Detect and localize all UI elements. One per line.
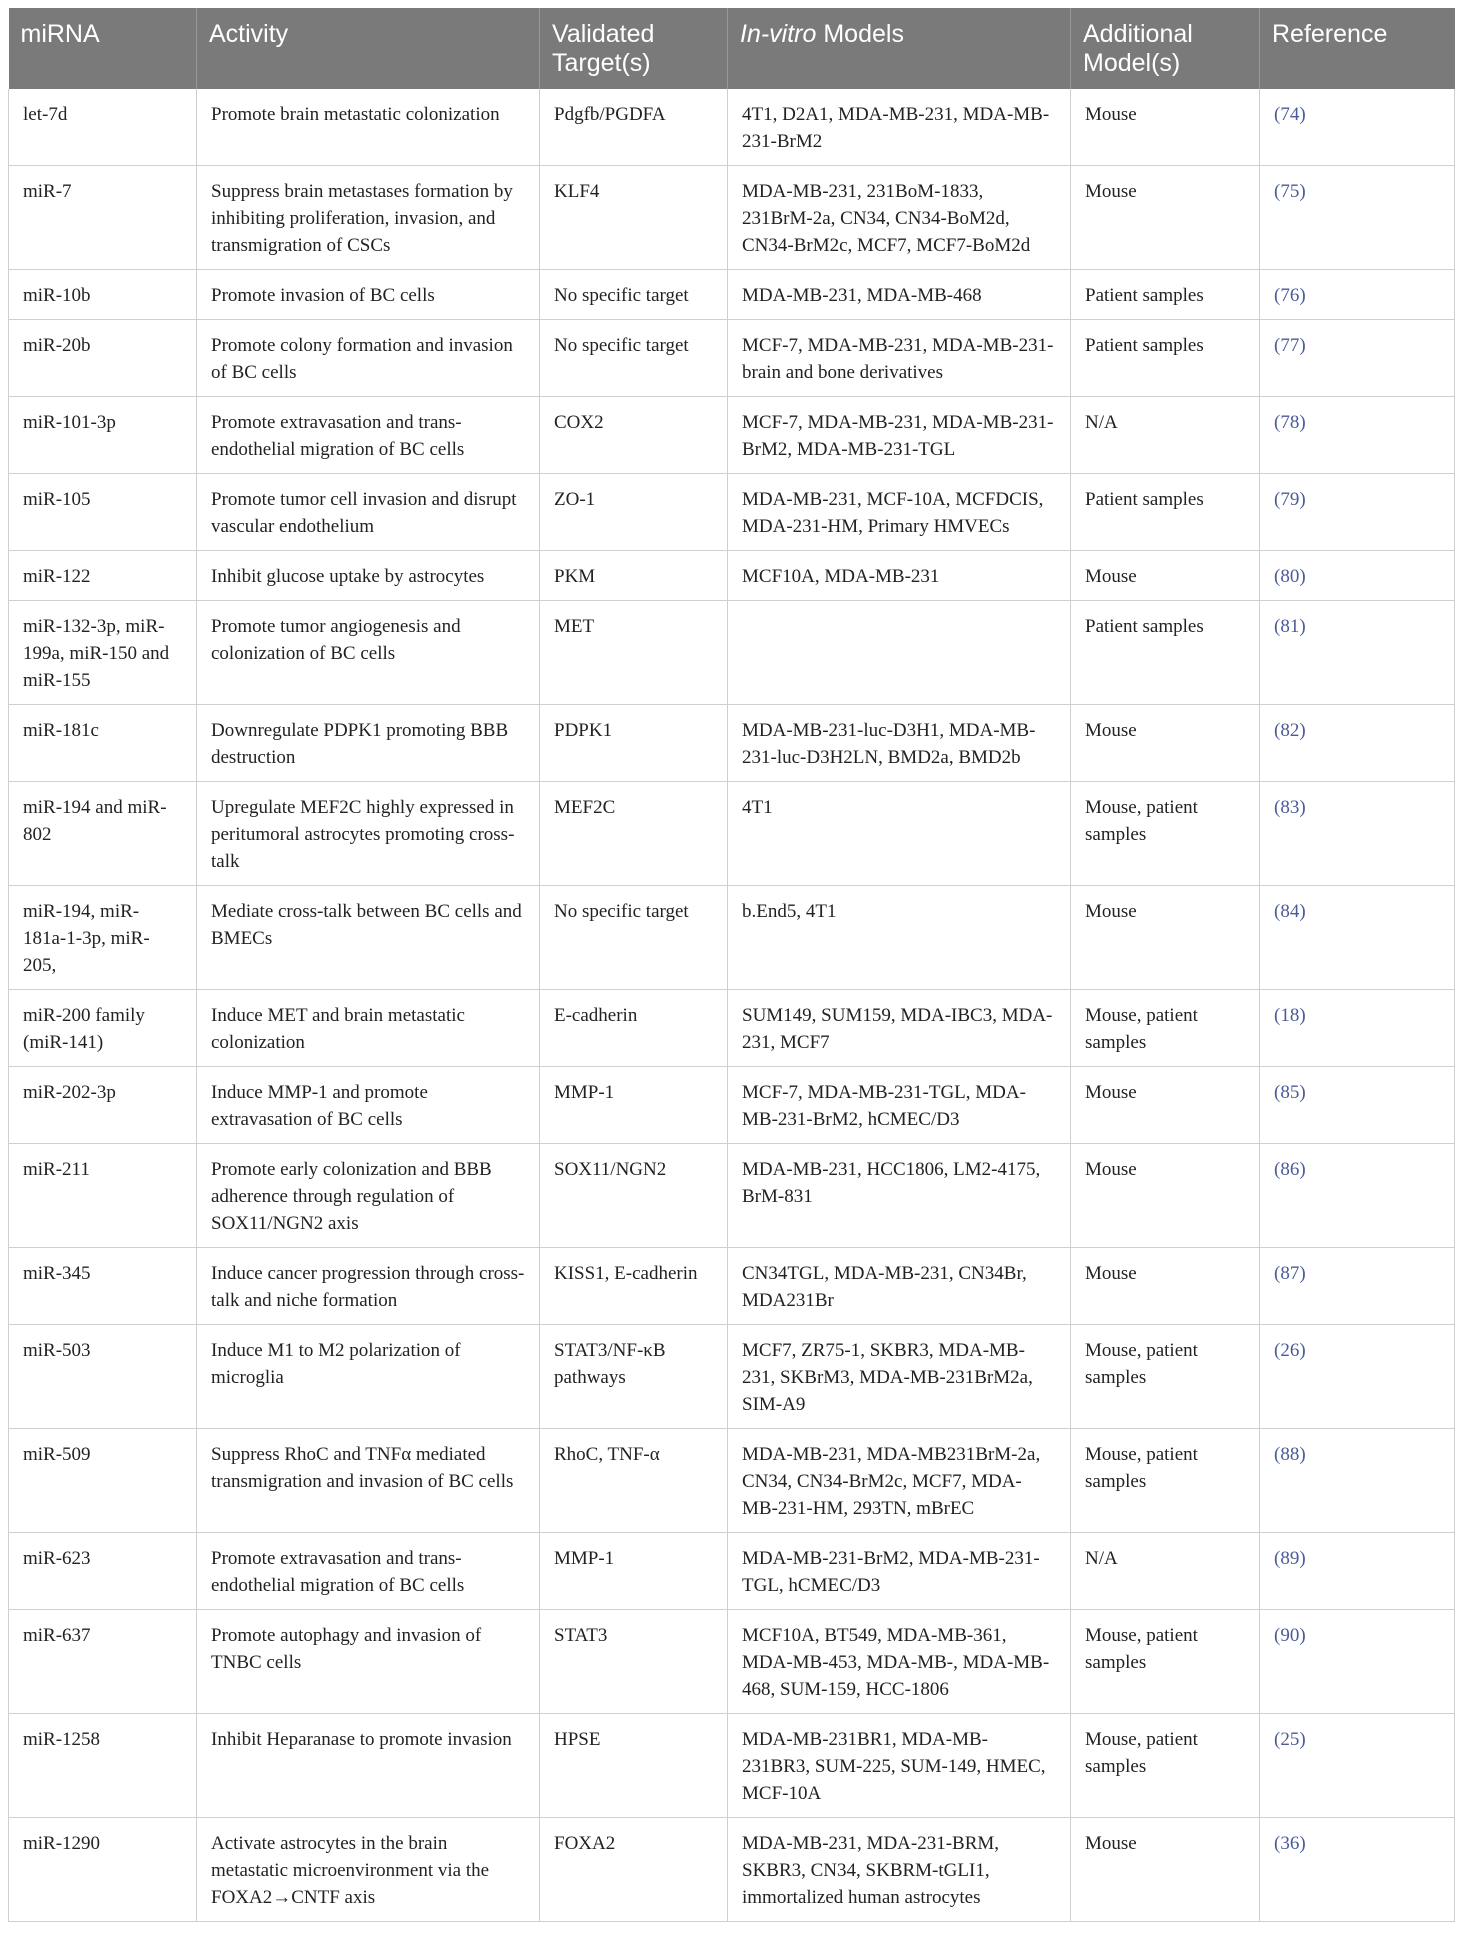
reference-link[interactable]: (80) (1274, 566, 1306, 587)
reference-link[interactable]: (81) (1274, 616, 1306, 637)
header-invitro-models (728, 8, 1071, 89)
reference-link[interactable]: (90) (1274, 1625, 1306, 1646)
table-row (9, 1818, 1455, 1922)
cell-activity: Suppress RhoC and TNFα mediated transmigration and invasion of BC cells (197, 1429, 540, 1533)
cell-activity: Promote tumor angiogenesis and colonization of BC cells (197, 601, 540, 705)
header-reference: Reference (1260, 8, 1455, 89)
cell-target: PKM (540, 551, 728, 601)
cell-target: No specific target (540, 270, 728, 320)
cell-invitro-models: MDA-MB-231, MDA-MB231BrM-2a, CN34, CN34-BrM2c, MCF7, MDA-MB-231-HM, 293TN, mBrEC (728, 1429, 1071, 1533)
cell-invitro-models: 4T1 (728, 782, 1071, 886)
cell-invitro-models: MCF-7, MDA-MB-231-TGL, MDA-MB-231-BrM2, hCMEC/D3 (728, 1067, 1071, 1144)
table-row (9, 1144, 1455, 1248)
table-row (9, 397, 1455, 474)
cell-invitro-models: CN34TGL, MDA-MB-231, CN34Br, MDA231Br (728, 1248, 1071, 1325)
table-row (9, 1714, 1455, 1818)
cell-target: SOX11/NGN2 (540, 1144, 728, 1248)
reference-link[interactable]: (89) (1274, 1548, 1306, 1569)
reference-link[interactable]: (83) (1274, 797, 1306, 818)
cell-target: KISS1, E-cadherin (540, 1248, 728, 1325)
cell-target: MMP-1 (540, 1067, 728, 1144)
cell-mirna: miR-200 family (miR-141) (9, 990, 197, 1067)
reference-link[interactable]: (26) (1274, 1340, 1306, 1361)
cell-target: ZO-1 (540, 474, 728, 551)
cell-mirna: miR-345 (9, 1248, 197, 1325)
table-row (9, 89, 1455, 166)
cell-additional-models: Patient samples (1071, 474, 1260, 551)
reference-link[interactable]: (36) (1274, 1833, 1306, 1854)
cell-target: STAT3/NF-κB pathways (540, 1325, 728, 1429)
cell-reference (1260, 886, 1455, 990)
cell-invitro-models: MDA-MB-231, MDA-231-BRM, SKBR3, CN34, SKBRM-tGLI1, immortalized human astrocytes (728, 1818, 1071, 1922)
cell-invitro-models: MDA-MB-231-luc-D3H1, MDA-MB-231-luc-D3H2LN, BMD2a, BMD2b (728, 705, 1071, 782)
cell-mirna: miR-194, miR-181a-1-3p, miR-205, (9, 886, 197, 990)
cell-reference (1260, 1818, 1455, 1922)
cell-mirna: miR-503 (9, 1325, 197, 1429)
header-row (9, 8, 1455, 89)
cell-reference (1260, 601, 1455, 705)
cell-invitro-models: MDA-MB-231, MDA-MB-468 (728, 270, 1071, 320)
reference-link[interactable]: (85) (1274, 1082, 1306, 1103)
cell-activity: Inhibit glucose uptake by astrocytes (197, 551, 540, 601)
cell-mirna: miR-181c (9, 705, 197, 782)
reference-link[interactable]: (75) (1274, 181, 1306, 202)
cell-activity: Promote tumor cell invasion and disrupt vascular endothelium (197, 474, 540, 551)
cell-additional-models: Mouse, patient samples (1071, 1714, 1260, 1818)
cell-additional-models: Mouse (1071, 89, 1260, 166)
cell-invitro-models: MDA-MB-231, 231BoM-1833, 231BrM-2a, CN34, CN34-BoM2d, CN34-BrM2c, MCF7, MCF7-BoM2d (728, 166, 1071, 270)
cell-additional-models: Mouse (1071, 166, 1260, 270)
cell-reference (1260, 1248, 1455, 1325)
cell-activity: Mediate cross-talk between BC cells and BMECs (197, 886, 540, 990)
cell-additional-models: Patient samples (1071, 601, 1260, 705)
cell-additional-models: Patient samples (1071, 320, 1260, 397)
mirna-table (8, 8, 1455, 1922)
cell-target: MEF2C (540, 782, 728, 886)
cell-target: MMP-1 (540, 1533, 728, 1610)
cell-activity: Suppress brain metastases formation by inhibiting proliferation, invasion, and transmigration of CSCs (197, 166, 540, 270)
cell-reference (1260, 1144, 1455, 1248)
reference-link[interactable]: (86) (1274, 1159, 1306, 1180)
cell-reference (1260, 990, 1455, 1067)
cell-target: KLF4 (540, 166, 728, 270)
cell-invitro-models (728, 601, 1071, 705)
cell-additional-models: Mouse (1071, 705, 1260, 782)
table-row (9, 1533, 1455, 1610)
cell-additional-models: N/A (1071, 1533, 1260, 1610)
cell-mirna: miR-7 (9, 166, 197, 270)
cell-activity: Promote colony formation and invasion of BC cells (197, 320, 540, 397)
cell-reference (1260, 1714, 1455, 1818)
cell-activity: Induce MMP-1 and promote extravasation of BC cells (197, 1067, 540, 1144)
cell-activity: Promote early colonization and BBB adherence through regulation of SOX11/NGN2 axis (197, 1144, 540, 1248)
reference-link[interactable]: (87) (1274, 1263, 1306, 1284)
cell-invitro-models: MCF10A, MDA-MB-231 (728, 551, 1071, 601)
cell-invitro-models: MDA-MB-231, HCC1806, LM2-4175, BrM-831 (728, 1144, 1071, 1248)
cell-target: PDPK1 (540, 705, 728, 782)
reference-link[interactable]: (78) (1274, 412, 1306, 433)
cell-mirna: miR-509 (9, 1429, 197, 1533)
table-row (9, 1067, 1455, 1144)
cell-mirna: miR-105 (9, 474, 197, 551)
cell-mirna: miR-122 (9, 551, 197, 601)
table-body (9, 89, 1455, 1922)
reference-link[interactable]: (74) (1274, 104, 1306, 125)
cell-invitro-models: SUM149, SUM159, MDA-IBC3, MDA-231, MCF7 (728, 990, 1071, 1067)
table-row (9, 705, 1455, 782)
reference-link[interactable]: (79) (1274, 489, 1306, 510)
table-row (9, 1325, 1455, 1429)
cell-reference (1260, 782, 1455, 886)
cell-mirna: miR-10b (9, 270, 197, 320)
reference-link[interactable]: (25) (1274, 1729, 1306, 1750)
cell-invitro-models: MDA-MB-231, MCF-10A, MCFDCIS, MDA-231-HM, Primary HMVECs (728, 474, 1071, 551)
table-row (9, 270, 1455, 320)
cell-target: MET (540, 601, 728, 705)
cell-additional-models: Mouse (1071, 1067, 1260, 1144)
cell-invitro-models: 4T1, D2A1, MDA-MB-231, MDA-MB-231-BrM2 (728, 89, 1071, 166)
header-mirna: miRNA (9, 8, 197, 89)
cell-target: No specific target (540, 886, 728, 990)
cell-mirna: miR-101-3p (9, 397, 197, 474)
cell-activity: Downregulate PDPK1 promoting BBB destruction (197, 705, 540, 782)
cell-mirna: miR-1258 (9, 1714, 197, 1818)
reference-link[interactable]: (88) (1274, 1444, 1306, 1465)
cell-mirna: miR-1290 (9, 1818, 197, 1922)
table-container (8, 8, 1454, 1922)
header-activity: Activity (197, 8, 540, 89)
table-row (9, 886, 1455, 990)
cell-activity: Promote brain metastatic colonization (197, 89, 540, 166)
cell-activity: Activate astrocytes in the brain metastatic microenvironment via the FOXA2→CNTF axis (197, 1818, 540, 1922)
cell-activity: Upregulate MEF2C highly expressed in peritumoral astrocytes promoting cross-talk (197, 782, 540, 886)
table-row (9, 1429, 1455, 1533)
header-additional-models: Additional Model(s) (1071, 8, 1260, 89)
cell-mirna: let-7d (9, 89, 197, 166)
cell-target: No specific target (540, 320, 728, 397)
table-row (9, 551, 1455, 601)
cell-reference (1260, 166, 1455, 270)
table-row (9, 320, 1455, 397)
cell-additional-models: Mouse (1071, 551, 1260, 601)
cell-mirna: miR-20b (9, 320, 197, 397)
cell-additional-models: Patient samples (1071, 270, 1260, 320)
cell-activity: Promote extravasation and trans-endothelial migration of BC cells (197, 397, 540, 474)
cell-target: RhoC, TNF-α (540, 1429, 728, 1533)
cell-additional-models: Mouse (1071, 1248, 1260, 1325)
cell-invitro-models: MDA-MB-231-BrM2, MDA-MB-231-TGL, hCMEC/D3 (728, 1533, 1071, 1610)
reference-link[interactable]: (18) (1274, 1005, 1306, 1026)
cell-invitro-models: MCF-7, MDA-MB-231, MDA-MB-231-brain and bone derivatives (728, 320, 1071, 397)
header-invitro-italic: In-vitro (740, 20, 817, 48)
cell-additional-models: Mouse, patient samples (1071, 782, 1260, 886)
cell-reference (1260, 270, 1455, 320)
cell-mirna: miR-637 (9, 1610, 197, 1714)
reference-link[interactable]: (77) (1274, 335, 1306, 356)
cell-target: STAT3 (540, 1610, 728, 1714)
cell-mirna: miR-194 and miR-802 (9, 782, 197, 886)
cell-reference (1260, 1325, 1455, 1429)
cell-invitro-models: MCF10A, BT549, MDA-MB-361, MDA-MB-453, MDA-MB-, MDA-MB-468, SUM-159, HCC-1806 (728, 1610, 1071, 1714)
cell-additional-models: Mouse (1071, 1818, 1260, 1922)
cell-reference (1260, 1533, 1455, 1610)
cell-reference (1260, 320, 1455, 397)
table-row (9, 601, 1455, 705)
header-invitro-rest: Models (816, 20, 904, 48)
cell-target: COX2 (540, 397, 728, 474)
cell-mirna: miR-132-3p, miR-199a, miR-150 and miR-155 (9, 601, 197, 705)
cell-target: E-cadherin (540, 990, 728, 1067)
cell-invitro-models: b.End5, 4T1 (728, 886, 1071, 990)
cell-activity: Induce M1 to M2 polarization of microglia (197, 1325, 540, 1429)
cell-additional-models: Mouse, patient samples (1071, 990, 1260, 1067)
cell-additional-models: N/A (1071, 397, 1260, 474)
cell-activity: Inhibit Heparanase to promote invasion (197, 1714, 540, 1818)
header-targets: Validated Target(s) (540, 8, 728, 89)
table-header (9, 8, 1455, 89)
cell-reference (1260, 397, 1455, 474)
cell-target: Pdgfb/PGDFA (540, 89, 728, 166)
table-row (9, 166, 1455, 270)
cell-additional-models: Mouse, patient samples (1071, 1610, 1260, 1714)
table-row (9, 782, 1455, 886)
reference-link[interactable]: (76) (1274, 285, 1306, 306)
table-row (9, 990, 1455, 1067)
table-row (9, 1248, 1455, 1325)
cell-additional-models: Mouse (1071, 1144, 1260, 1248)
table-row (9, 474, 1455, 551)
cell-reference (1260, 89, 1455, 166)
cell-reference (1260, 1429, 1455, 1533)
reference-link[interactable]: (84) (1274, 901, 1306, 922)
cell-additional-models: Mouse, patient samples (1071, 1429, 1260, 1533)
table-row (9, 1610, 1455, 1714)
cell-target: FOXA2 (540, 1818, 728, 1922)
cell-additional-models: Mouse (1071, 886, 1260, 990)
cell-reference (1260, 1610, 1455, 1714)
cell-mirna: miR-211 (9, 1144, 197, 1248)
cell-activity: Promote autophagy and invasion of TNBC cells (197, 1610, 540, 1714)
cell-activity: Induce cancer progression through cross-talk and niche formation (197, 1248, 540, 1325)
cell-activity: Induce MET and brain metastatic colonization (197, 990, 540, 1067)
reference-link[interactable]: (82) (1274, 720, 1306, 741)
cell-invitro-models: MCF7, ZR75-1, SKBR3, MDA-MB-231, SKBrM3, MDA-MB-231BrM2a, SIM-A9 (728, 1325, 1071, 1429)
cell-reference (1260, 705, 1455, 782)
cell-invitro-models: MDA-MB-231BR1, MDA-MB-231BR3, SUM-225, SUM-149, HMEC, MCF-10A (728, 1714, 1071, 1818)
cell-reference (1260, 474, 1455, 551)
cell-mirna: miR-623 (9, 1533, 197, 1610)
cell-target: HPSE (540, 1714, 728, 1818)
cell-invitro-models: MCF-7, MDA-MB-231, MDA-MB-231-BrM2, MDA-MB-231-TGL (728, 397, 1071, 474)
cell-mirna: miR-202-3p (9, 1067, 197, 1144)
cell-reference (1260, 1067, 1455, 1144)
cell-activity: Promote extravasation and trans-endothelial migration of BC cells (197, 1533, 540, 1610)
cell-activity: Promote invasion of BC cells (197, 270, 540, 320)
cell-additional-models: Mouse, patient samples (1071, 1325, 1260, 1429)
cell-reference (1260, 551, 1455, 601)
